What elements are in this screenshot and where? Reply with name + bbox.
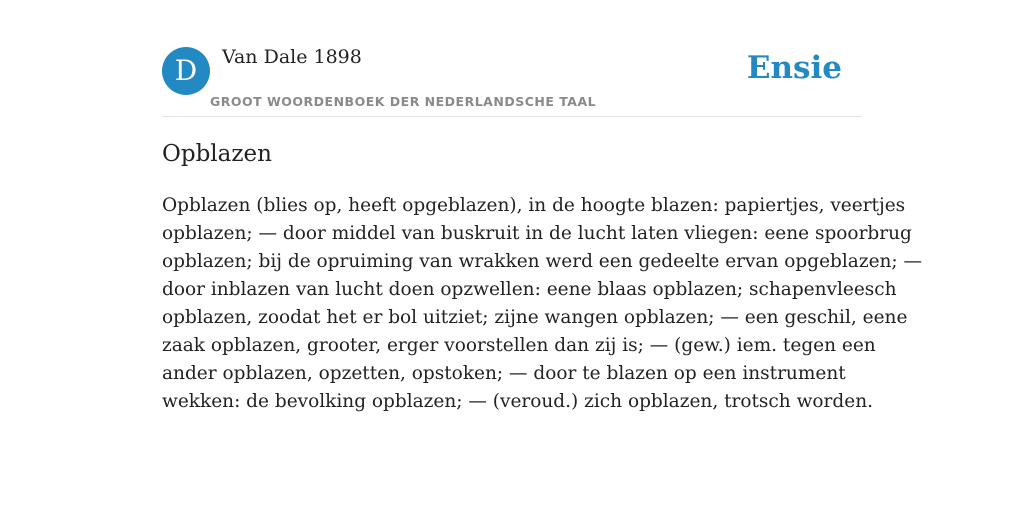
dictionary-title[interactable]: Van Dale 1898 bbox=[222, 46, 362, 68]
entry-definition bbox=[162, 192, 923, 416]
ensie-logo[interactable]: Ensie bbox=[746, 50, 842, 86]
dictionary-avatar[interactable]: D bbox=[162, 47, 210, 95]
definition-line: ander opblazen, opzetten, opstoken; — door te blazen op een instrument bbox=[162, 363, 846, 384]
definition-line: wekken: de bevolking opblazen; — (veroud.) zich opblazen, trotsch worden. bbox=[162, 391, 873, 412]
entry-headword: Opblazen bbox=[162, 141, 272, 167]
dictionary-header bbox=[162, 0, 862, 117]
definition-line: opblazen; — door middel van buskruit in de lucht laten vliegen: eene spoorbrug bbox=[162, 223, 912, 244]
page-content bbox=[162, 0, 923, 512]
definition-line: Opblazen (blies op, heeft opgeblazen), in de hoogte blazen: papiertjes, veertjes bbox=[162, 195, 906, 216]
dictionary-subtitle: GROOT WOORDENBOEK DER NEDERLANDSCHE TAAL bbox=[210, 94, 597, 109]
definition-line: opblazen, zoodat het er bol uitziet; zijne wangen opblazen; — een geschil, eene bbox=[162, 307, 908, 328]
definition-line: zaak opblazen, grooter, erger voorstellen dan zij is; — (gew.) iem. tegen een bbox=[162, 335, 876, 356]
definition-line: opblazen; bij de opruiming van wrakken werd een gedeelte ervan opgeblazen; — bbox=[162, 251, 923, 272]
definition-line: door inblazen van lucht doen opzwellen: eene blaas opblazen; schapenvleesch bbox=[162, 279, 897, 300]
